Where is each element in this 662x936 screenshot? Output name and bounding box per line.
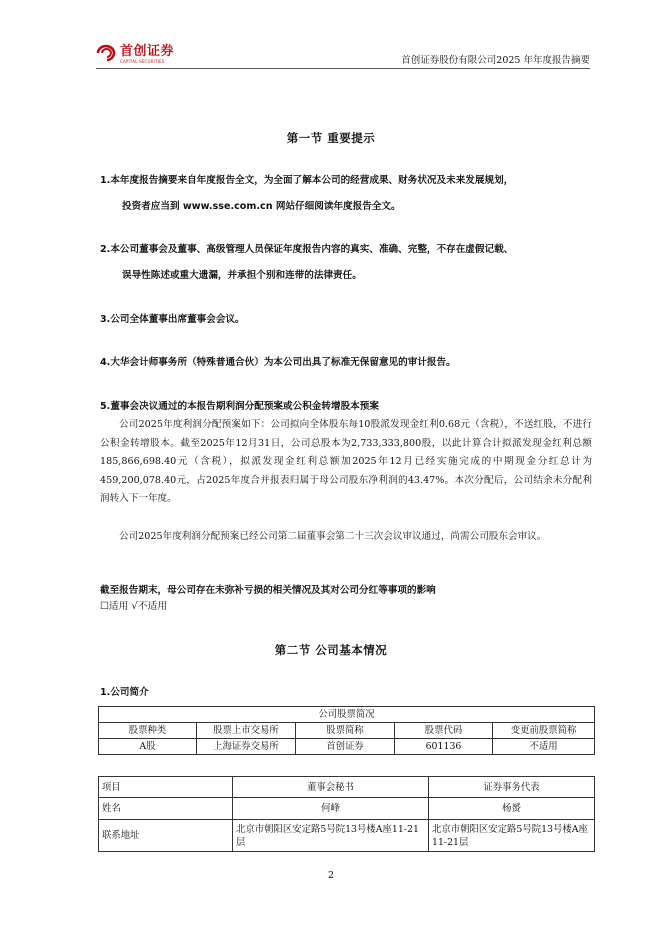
header-divider <box>96 68 590 69</box>
contact-header-item: 项目 <box>99 777 233 798</box>
uncovered-loss-title: 截至报告期末，母公司存在未弥补亏损的相关情况及其对公司分红等事项的影响 <box>100 585 436 596</box>
section1-title: 第一节 重要提示 <box>286 131 376 145</box>
item1-line2: 投资者应当到 www.sse.com.cn 网站仔细阅读年度报告全文。 <box>122 201 401 212</box>
stock-header-code: 股票代码 <box>395 723 493 739</box>
header-title: 首创证券股份有限公司2025 年年度报告摘要 <box>401 55 590 66</box>
contact-info-table <box>98 776 595 852</box>
stock-header-type: 股票种类 <box>99 723 197 739</box>
logo-mark-icon <box>96 44 118 62</box>
section2-title: 第二节 公司基本情况 <box>274 643 388 657</box>
applicability-checkbox: ☐适用 √不适用 <box>100 601 168 612</box>
stock-header-abbr: 股票简称 <box>296 723 395 739</box>
stock-info-table <box>98 706 595 755</box>
stock-cell-former-abbr: 不适用 <box>493 739 595 755</box>
contact-header-representative: 证券事务代表 <box>429 777 595 798</box>
stock-table-caption: 公司股票简况 <box>99 707 595 723</box>
page-number: 2 <box>327 870 335 881</box>
stock-cell-abbr: 首创证券 <box>296 739 395 755</box>
contact-representative-name: 杨赟 <box>429 798 595 820</box>
item3: 3.公司全体董事出席董事会会议。 <box>100 314 245 325</box>
profit-distribution-paragraph: 公司2025年度利润分配预案如下：公司拟向全体股东每10股派发现金红利0.68元（含税），不送红股，不进行公积金转增股本。截至2025年12月31日，公司总股本为2,733,333,800股，以此计算合计拟派发现金红利总额185,866,698.40元（含税），拟派发现金红利总额加2025年12月已经实施完成的中期现金分红总计为459,200,078.40元，占2025年度合并报表归属于母公司股东净利润的43.47%。本次分配后，公司结余未分配利润转入下一年度。 <box>100 419 592 504</box>
stock-cell-type: A股 <box>99 739 197 755</box>
contact-representative-address: 北京市朝阳区安定路5号院13号楼A座11-21层 <box>429 820 595 852</box>
company-logo <box>96 44 176 66</box>
contact-row-address-label: 联系地址 <box>99 820 233 852</box>
item5-title: 5.董事会决议通过的本报告期利润分配预案或公积金转增股本预案 <box>100 401 379 412</box>
logo-text-cn: 首创证券 <box>120 44 175 59</box>
logo-text-en: CAPITAL SECURITIES <box>120 59 165 64</box>
stock-cell-code: 601136 <box>395 739 493 755</box>
company-intro-subtitle: 1.公司简介 <box>100 687 149 698</box>
item2-line2: 误导性陈述或重大遗漏，并承担个别和连带的法律责任。 <box>122 270 362 281</box>
stock-header-exchange: 股票上市交易所 <box>197 723 296 739</box>
contact-row-name-label: 姓名 <box>99 798 233 820</box>
contact-secretary-address: 北京市朝阳区安定路5号院13号楼A座11-21层 <box>233 820 429 852</box>
item4: 4.大华会计师事务所（特殊普通合伙）为本公司出具了标准无保留意见的审计报告。 <box>100 357 456 368</box>
stock-header-former-abbr: 变更前股票简称 <box>493 723 595 739</box>
item1-line1: 1.本年度报告摘要来自年度报告全文，为全面了解本公司的经营成果、财务状况及未来发展规划， <box>100 175 514 186</box>
item2-line1: 2.本公司董事会及董事、高级管理人员保证年度报告内容的真实、准确、完整，不存在虚假记载、 <box>100 244 514 255</box>
contact-secretary-name: 何峰 <box>233 798 429 820</box>
profit-approval-paragraph: 公司2025年度利润分配预案已经公司第二届董事会第二十三次会议审议通过，尚需公司股东会审议。 <box>119 531 547 542</box>
stock-cell-exchange: 上海证券交易所 <box>197 739 296 755</box>
contact-header-secretary: 董事会秘书 <box>233 777 429 798</box>
